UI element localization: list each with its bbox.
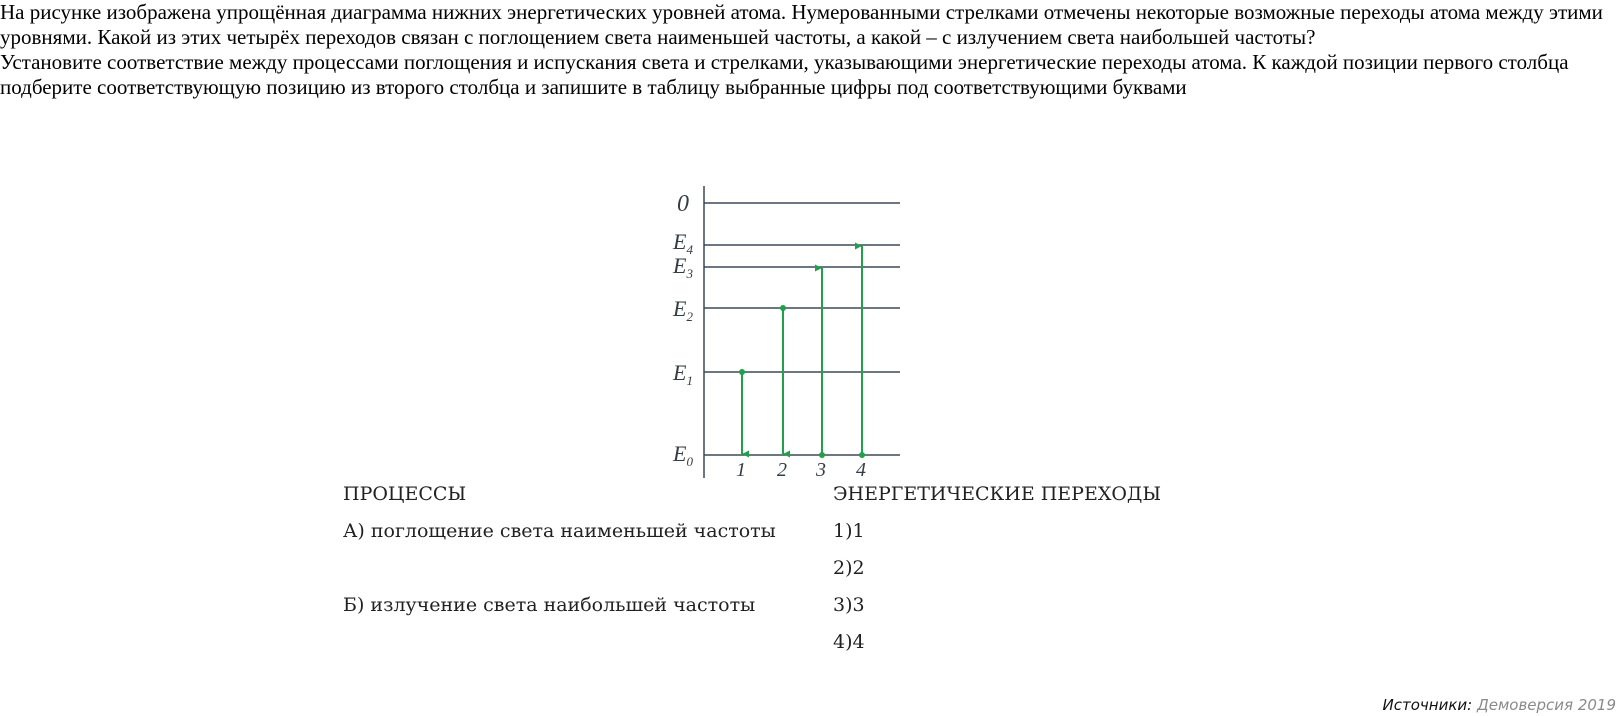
transition-arrow-4 [859,246,865,458]
question-text [0,0,1610,100]
transition-option-2: 2)2 [833,557,865,579]
level-label-e3: $E_3$ [673,253,693,281]
transition-arrow-2 [780,305,786,454]
question-paragraph-1: На рисунке изображена упрощённая диаграмма нижних энергетических уровней атома. Нумерованными стрелками отмечены некоторые возможные переходы атома между этими уровнями. Какой из этих четырёх переходов связан с поглощением света наименьшей частоты, а какой – с излучением света наибольшей частоты? [0,0,1603,49]
energy-level-svg [660,180,920,490]
transition-number-3: 3 [816,459,826,481]
transition-number-2: 2 [777,459,787,481]
process-item-a: А) поглощение света наименьшей частоты [343,520,776,542]
transition-number-1: 1 [736,459,746,481]
process-item-b: Б) излучение света наибольшей частоты [343,594,756,616]
transition-number-4: 4 [856,459,866,481]
transition-option-4: 4)4 [833,631,865,653]
transition-arrow-3 [819,268,825,458]
level-label-e2: $E_2$ [673,296,693,324]
source-attribution [1383,696,1616,714]
level-label-e1: $E_1$ [673,360,693,388]
level-label-e0: $E_0$ [673,441,693,469]
question-paragraph-2: Установите соответствие между процессами поглощения и испускания света и стрелками, указывающими энергетические переходы атома. К каждой позиции первого столбца подберите соответствующую позицию из второго столбца и запишите в таблицу выбранные цифры под соответствующими буквами [0,50,1569,99]
transition-arrow-1 [739,369,745,454]
energy-level-diagram [660,180,920,490]
level-label-e4: $E_4$ [673,229,693,257]
transition-option-3: 3)3 [833,594,865,616]
transitions-header: ЭНЕРГЕТИЧЕСКИЕ ПЕРЕХОДЫ [833,483,1162,505]
level-label-0: 0 [677,191,689,217]
transition-option-1: 1)1 [833,520,865,542]
processes-header: ПРОЦЕССЫ [343,483,467,505]
source-value[interactable]: Демоверсия 2019 [1477,696,1616,714]
source-label: Источники: [1382,696,1473,714]
